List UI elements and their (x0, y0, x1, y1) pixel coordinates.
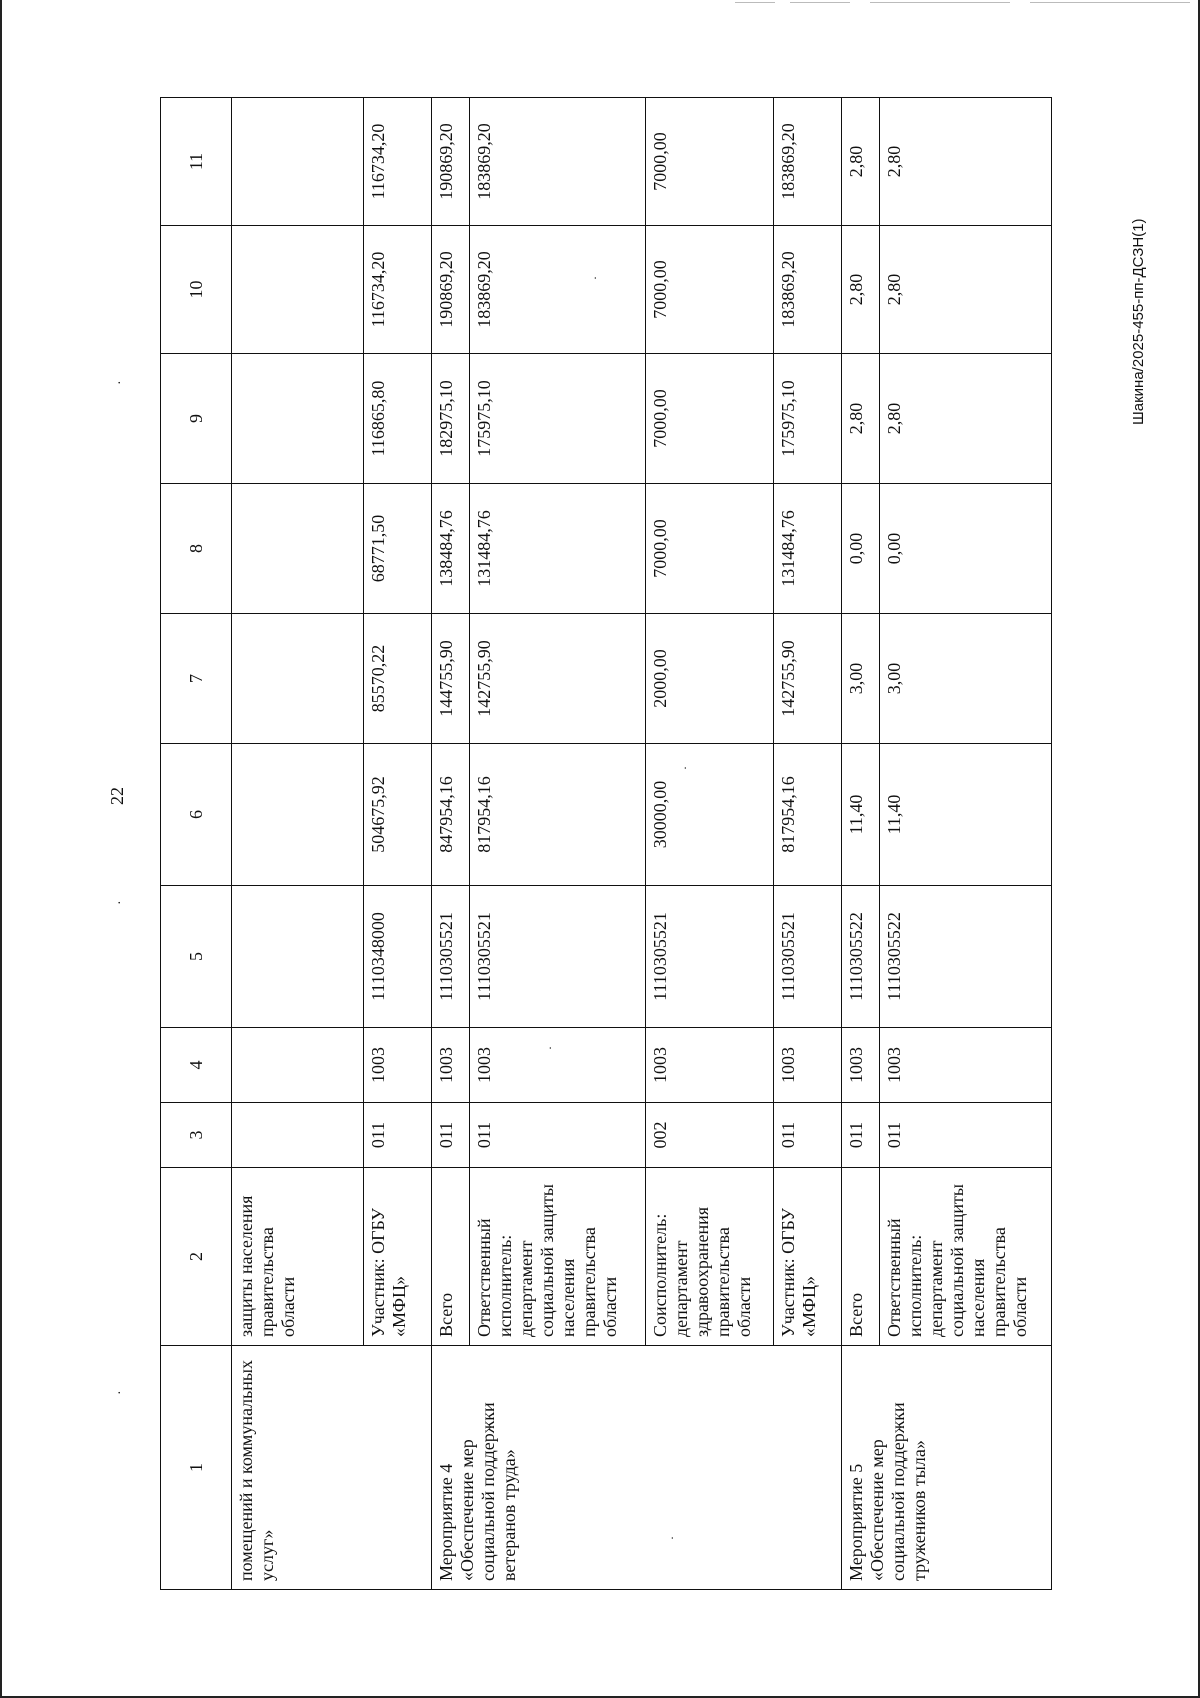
executor-cell: защиты населения правительства области (232, 1168, 364, 1346)
header-cell: 6 (161, 744, 232, 886)
year-cell: 2,80 (842, 354, 880, 484)
year-cell: 190869,20 (432, 98, 470, 226)
page-border-left (0, 0, 2, 1698)
scan-noise (735, 2, 775, 3)
total-cell: 30000,00 (646, 744, 774, 886)
grbs-cell: 011 (774, 1103, 842, 1168)
year-cell: 183869,20 (774, 98, 842, 226)
year-cell: 85570,22 (364, 614, 432, 744)
header-cell: 10 (161, 226, 232, 354)
rzpr-cell: 1003 (646, 1028, 774, 1103)
year-cell: 142755,90 (470, 614, 646, 744)
scan-dot: · (113, 380, 128, 385)
year-cell: 131484,76 (774, 484, 842, 614)
year-cell: 3,00 (842, 614, 880, 744)
header-cell: 3 (161, 1103, 232, 1168)
executor-cell: Участник: ОГБУ «МФЦ» (774, 1168, 842, 1346)
table-row (842, 98, 880, 1590)
year-cell: 142755,90 (774, 614, 842, 744)
scan-noise (790, 2, 850, 3)
year-cell (232, 226, 364, 354)
csr-cell: 1110305522 (880, 886, 1052, 1028)
header-cell: 9 (161, 354, 232, 484)
year-cell: 2,80 (880, 226, 1052, 354)
header-cell: 1 (161, 1346, 232, 1590)
rotated-page-content (107, 65, 1147, 1625)
header-cell: 11 (161, 98, 232, 226)
table-row (432, 98, 470, 1590)
header-cell: 2 (161, 1168, 232, 1346)
rzpr-cell: 1003 (774, 1028, 842, 1103)
header-cell: 7 (161, 614, 232, 744)
total-cell: 817954,16 (774, 744, 842, 886)
total-cell: 504675,92 (364, 744, 432, 886)
rzpr-cell: 1003 (364, 1028, 432, 1103)
year-cell: 68771,50 (364, 484, 432, 614)
header-cell: 5 (161, 886, 232, 1028)
year-cell: 7000,00 (646, 226, 774, 354)
year-cell: 190869,20 (432, 226, 470, 354)
rzpr-cell: 1003 (432, 1028, 470, 1103)
grbs-cell (232, 1103, 364, 1168)
scan-dot: · (113, 900, 128, 905)
scan-noise (1030, 2, 1190, 3)
document-code: Шакина/2025-455-пп-ДСЗН(1) (1130, 218, 1147, 425)
scan-dot: · (113, 1390, 128, 1395)
year-cell (232, 98, 364, 226)
rzpr-cell: 1003 (880, 1028, 1052, 1103)
header-cell: 8 (161, 484, 232, 614)
grbs-cell: 011 (470, 1103, 646, 1168)
header-cell: 4 (161, 1028, 232, 1103)
year-cell: 7000,00 (646, 484, 774, 614)
year-cell (232, 484, 364, 614)
executor-cell: Всего (842, 1168, 880, 1346)
year-cell: 2000,00 (646, 614, 774, 744)
year-cell: 131484,76 (470, 484, 646, 614)
csr-cell: 1110305521 (432, 886, 470, 1028)
grbs-cell: 011 (364, 1103, 432, 1168)
year-cell: 2,80 (842, 226, 880, 354)
year-cell (232, 614, 364, 744)
year-cell (232, 354, 364, 484)
scan-dot: · (543, 1046, 557, 1050)
total-cell: 11,40 (880, 744, 1052, 886)
year-cell: 2,80 (842, 98, 880, 226)
scan-dot: · (678, 766, 692, 770)
csr-cell: 1110305521 (646, 886, 774, 1028)
year-cell: 0,00 (880, 484, 1052, 614)
grbs-cell: 011 (432, 1103, 470, 1168)
year-cell: 183869,20 (470, 226, 646, 354)
year-cell: 116734,20 (364, 98, 432, 226)
year-cell: 183869,20 (774, 226, 842, 354)
executor-cell: Всего (432, 1168, 470, 1346)
measure-cell: помещений и коммунальных услуг» (232, 1346, 432, 1590)
scan-dot: · (588, 276, 602, 280)
year-cell: 116865,80 (364, 354, 432, 484)
table-row (232, 98, 364, 1590)
executor-cell: Ответственный исполнитель: департамент социальной защиты населения правительства области (880, 1168, 1052, 1346)
year-cell: 175975,10 (470, 354, 646, 484)
year-cell: 7000,00 (646, 354, 774, 484)
year-cell: 138484,76 (432, 484, 470, 614)
year-cell: 116734,20 (364, 226, 432, 354)
grbs-cell: 011 (842, 1103, 880, 1168)
executor-cell: Участник: ОГБУ «МФЦ» (364, 1168, 432, 1346)
executor-cell: Соисполнитель: департамент здравоохранения правительства области (646, 1168, 774, 1346)
measure-cell: Мероприятие 5 «Обеспечение мер социальной поддержки тружеников тыла» (842, 1346, 1052, 1590)
total-cell (232, 744, 364, 886)
year-cell: 2,80 (880, 354, 1052, 484)
scan-noise (870, 2, 1010, 3)
csr-cell: 1110348000 (364, 886, 432, 1028)
year-cell: 0,00 (842, 484, 880, 614)
total-cell: 847954,16 (432, 744, 470, 886)
year-cell: 144755,90 (432, 614, 470, 744)
grbs-cell: 011 (880, 1103, 1052, 1168)
year-cell: 175975,10 (774, 354, 842, 484)
csr-cell: 1110305521 (774, 886, 842, 1028)
year-cell: 183869,20 (470, 98, 646, 226)
scan-dot: · (665, 1536, 679, 1540)
rzpr-cell: 1003 (842, 1028, 880, 1103)
csr-cell (232, 886, 364, 1028)
table-header-row (161, 98, 232, 1590)
year-cell: 182975,10 (432, 354, 470, 484)
rzpr-cell (232, 1028, 364, 1103)
page-number: 22 (107, 787, 127, 805)
year-cell: 7000,00 (646, 98, 774, 226)
csr-cell: 1110305522 (842, 886, 880, 1028)
rzpr-cell: 1003 (470, 1028, 646, 1103)
total-cell: 817954,16 (470, 744, 646, 886)
budget-table (160, 97, 1052, 1590)
year-cell: 2,80 (880, 98, 1052, 226)
executor-cell: Ответственный исполнитель: департамент социальной защиты населения правительства области (470, 1168, 646, 1346)
year-cell: 3,00 (880, 614, 1052, 744)
measure-cell: Мероприятие 4 «Обеспечение мер социальной поддержки ветеранов труда» (432, 1346, 842, 1590)
csr-cell: 1110305521 (470, 886, 646, 1028)
total-cell: 11,40 (842, 744, 880, 886)
grbs-cell: 002 (646, 1103, 774, 1168)
